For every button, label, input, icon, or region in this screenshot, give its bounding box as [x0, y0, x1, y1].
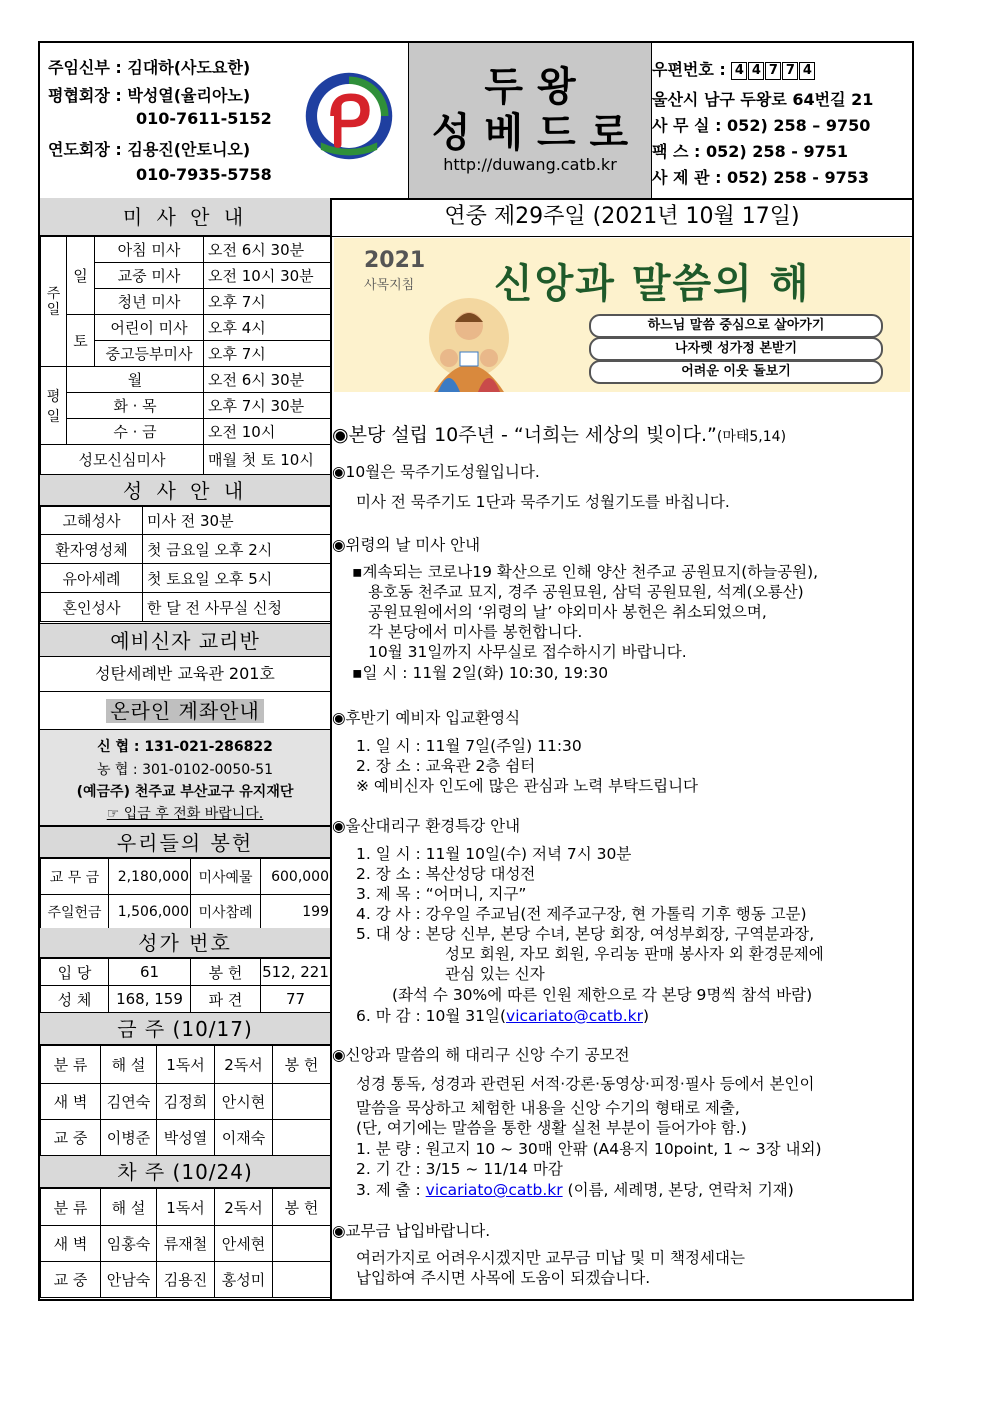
row-label: 교 중 [41, 1120, 101, 1156]
mass-time: 오전 10시 30분 [204, 263, 331, 289]
article-heading: ◉후반기 예비자 입교환영식 [332, 709, 521, 727]
online-account-box [40, 730, 330, 826]
mass-name: 중고등부미사 [95, 341, 204, 367]
sacrament-time: 첫 토요일 오후 5시 [143, 564, 331, 593]
article-text: 말씀을 묵상하고 체험한 내용을 신앙 수기의 형태로 제출, [356, 1099, 740, 1117]
col-header: 봉 헌 [273, 1189, 331, 1226]
article-text [356, 1004, 649, 1026]
catechumen-class: 성탄세례반 교육관 201호 [40, 657, 330, 692]
col-header: 2독서 [215, 1189, 273, 1226]
article-text: 관심 있는 신자 [445, 965, 545, 983]
article-text: (좌석 수 30%에 따른 인원 제한으로 각 본당 9명씩 참석 바람) [392, 986, 813, 1004]
row-label: 새 벽 [41, 1226, 101, 1262]
scripture-ref: (마태5,14) [716, 429, 787, 445]
article-text: ▪계속되는 코로나19 확산으로 인해 양산 천주교 공원묘지(하늘공원), [352, 563, 819, 581]
submit-note: (이름, 세례명, 본당, 연락처 기재) [562, 1181, 794, 1199]
this-week-table [40, 1045, 331, 1156]
offering-value: 2,180,000 [109, 859, 191, 895]
banner-sub: 사목지침 [364, 278, 415, 293]
association-phone: 010-7935-5758 [136, 165, 272, 184]
rectory-phone: 사 제 관 : 052) 258 - 9753 [652, 168, 870, 187]
hymn-number: 512, 221 [261, 959, 331, 986]
article-text: 5. 대 상 : 본당 신부, 본당 수녀, 본당 회장, 여성부회장, 구역분과장, [356, 925, 815, 943]
article-text: 각 본당에서 미사를 봉헌합니다. [368, 623, 583, 641]
col-header: 분 류 [41, 1189, 101, 1226]
header-contacts [652, 43, 914, 198]
offering-label: 미사예물 [191, 859, 261, 895]
banner-pill: 어려운 이웃 돌보기 [589, 360, 883, 384]
reader-name: 김용진 [157, 1262, 215, 1298]
sacrament-name: 환자영성체 [41, 535, 143, 564]
parish-name-line2: 성 베 드 로 [431, 110, 629, 156]
mass-name: 청년 미사 [95, 289, 204, 315]
deadline-close: ) [643, 1007, 650, 1025]
article-text: 1. 분 량 : 원고지 10 ~ 30매 안팎 (A4용지 10point, 1 ~ 3장 내외) [356, 1140, 822, 1158]
offering-title: 우리들의 봉헌 [40, 826, 330, 858]
hymn-title: 성가 번호 [40, 928, 330, 958]
reader-name [273, 1084, 331, 1120]
hymn-number: 77 [261, 986, 331, 1013]
hymn-number: 61 [109, 959, 191, 986]
parish-logo [302, 69, 396, 163]
reader-name: 홍성미 [215, 1262, 273, 1298]
bulletin-frame [38, 41, 914, 1301]
reader-name: 김정희 [157, 1084, 215, 1120]
reader-name: 이병준 [101, 1120, 157, 1156]
reader-name: 이재숙 [215, 1120, 273, 1156]
sunday-label: 주일 [41, 237, 67, 367]
article-text: 10월 31일까지 사무실로 접수하시기 바랍니다. [368, 643, 687, 661]
email-link[interactable]: vicariato@catb.kr [425, 1181, 563, 1199]
special-mass-name: 성모신심미사 [41, 445, 204, 475]
article-text: 3. 제 목 : “어머니, 지구” [356, 885, 527, 903]
special-mass-time: 매월 첫 토 10시 [204, 445, 331, 475]
reader-name: 박성열 [157, 1120, 215, 1156]
email-link[interactable]: vicariato@catb.kr [506, 1007, 643, 1025]
hymn-table [40, 958, 331, 1013]
mass-day: 월 [67, 367, 204, 393]
catechumen-title: 예비신자 교리반 [40, 623, 330, 657]
next-week-title: 차 주 (10/24) [40, 1156, 330, 1188]
day-to: 토 [67, 315, 95, 367]
day-il: 일 [67, 237, 95, 315]
article-text: 미사 전 묵주기도 1단과 묵주기도 성월기도를 바칩니다. [356, 493, 730, 511]
parish-name-line1: 두 왕 [484, 64, 576, 110]
mass-name: 어린이 미사 [95, 315, 204, 341]
pastoral-banner [334, 238, 910, 392]
article-text: 2. 장 소 : 복산성당 대성전 [356, 865, 536, 883]
weekday-label: 평일 [41, 367, 67, 445]
mass-day: 수 · 금 [67, 419, 204, 445]
reader-name [273, 1262, 331, 1298]
holy-family-illustration [394, 298, 544, 392]
hymn-label: 성 체 [41, 986, 109, 1013]
sacrament-name: 고해성사 [41, 507, 143, 535]
row-label: 새 벽 [41, 1084, 101, 1120]
hymn-label: 봉 헌 [191, 959, 261, 986]
hymn-number: 168, 159 [109, 986, 191, 1013]
article-heading: ◉교무금 납입바랍니다. [332, 1222, 491, 1240]
hymn-label: 입 당 [41, 959, 109, 986]
mass-time: 오전 10시 [204, 419, 331, 445]
fax: 팩 스 : 052) 258 - 9751 [652, 142, 849, 161]
article-text: 1. 일 시 : 11월 10일(수) 저녁 7시 30분 [356, 845, 632, 863]
online-title-row [40, 692, 330, 730]
offering-label: 미사참례 [191, 895, 261, 929]
this-week-title: 금 주 (10/17) [40, 1013, 330, 1045]
article-text: 4. 강 사 : 강우일 주교님(전 제주교구장, 현 가톨릭 기후 행동 고문) [356, 905, 807, 923]
account-shinhyup: 신 협 : 131-021-286822 [97, 739, 273, 755]
banner-pill: 하느님 말씀 중심으로 살아가기 [589, 314, 883, 338]
article-text: 성모 회원, 자모 회원, 우리농 판매 봉사자 외 환경문제에 [445, 945, 824, 963]
mass-day: 화 · 목 [67, 393, 204, 419]
article-text: 용호동 천주교 묘지, 경주 공원묘원, 삼덕 공원묘원, 석계(오룡산) [368, 583, 804, 601]
article-text [356, 1178, 794, 1200]
article-anniversary [332, 420, 786, 447]
col-header: 1독서 [157, 1189, 215, 1226]
sacrament-table [40, 506, 331, 622]
mass-schedule-table [40, 236, 331, 475]
reader-name: 류재철 [157, 1226, 215, 1262]
banner-year: 2021 [364, 248, 426, 273]
postcode-digit: 7 [765, 62, 781, 80]
postcode-digit: 4 [748, 62, 764, 80]
reader-name [273, 1120, 331, 1156]
account-holder: (예금주) 천주교 부산교구 유지재단 [76, 784, 294, 800]
sacrament-name: 혼인성사 [41, 593, 143, 622]
sacrament-time: 한 달 전 사무실 신청 [143, 593, 331, 622]
article-heading: ◉신앙과 말씀의 해 대리구 신앙 수기 공모전 [332, 1046, 630, 1064]
mass-time: 오후 7시 [204, 289, 331, 315]
offering-value: 199 [261, 895, 331, 929]
col-header: 1독서 [157, 1046, 215, 1084]
article-heading: ◉위령의 날 미사 안내 [332, 536, 481, 554]
sacrament-time: 첫 금요일 오후 2시 [143, 535, 331, 564]
col-header: 해 설 [101, 1189, 157, 1226]
article-text: 공원묘원에서의 ‘위령의 날’ 야외미사 봉헌은 취소되었으며, [368, 603, 767, 621]
deposit-note: ☞ 입금 후 전화 바랍니다. [106, 806, 264, 822]
council-president: 평협회장 : 박성열(율리아노) [48, 86, 251, 105]
sunday-title: 연중 제29주일 (2021년 10월 17일) [332, 198, 912, 237]
reader-name: 안세현 [215, 1226, 273, 1262]
reader-name: 안남숙 [101, 1262, 157, 1298]
article-text: 성경 통독, 성경과 관련된 서적·강론·동영상·피정·필사 등에서 본인이 [356, 1075, 815, 1093]
col-header: 봉 헌 [273, 1046, 331, 1084]
mass-name: 교중 미사 [95, 263, 204, 289]
offering-label: 교 무 금 [41, 859, 109, 895]
article-text: 2. 기 간 : 3/15 ~ 11/14 마감 [356, 1160, 563, 1178]
parish-url[interactable]: http://duwang.catb.kr [443, 155, 617, 174]
mass-time: 오전 6시 30분 [204, 237, 331, 263]
header [40, 43, 912, 200]
sacrament-time: 미사 전 30분 [143, 507, 331, 535]
office-phone: 사 무 실 : 052) 258 – 9750 [652, 116, 871, 135]
left-column [40, 198, 332, 1299]
article-heading: ◉울산대리구 환경특강 안내 [332, 817, 521, 835]
postcode [652, 57, 816, 80]
article-text: ※ 예비신자 인도에 많은 관심과 노력 부탁드립니다 [356, 777, 699, 795]
mass-time: 오후 7시 30분 [204, 393, 331, 419]
mass-time: 오전 6시 30분 [204, 367, 331, 393]
main-column [332, 198, 912, 1299]
article-text: 2. 장 소 : 교육관 2층 쉼터 [356, 757, 536, 775]
submit-text: 3. 제 출 : [356, 1181, 426, 1199]
hymn-label: 파 견 [191, 986, 261, 1013]
article-heading: ◉본당 설립 10주년 - “너희는 세상의 빛이다.” [332, 424, 717, 446]
banner-pill: 나자렛 성가정 본받기 [589, 337, 883, 361]
article-heading: ◉10월은 묵주기도성월입니다. [332, 463, 540, 481]
reader-name: 안시현 [215, 1084, 273, 1120]
offering-label: 주일헌금 [41, 895, 109, 929]
row-label: 교 중 [41, 1262, 101, 1298]
pastor: 주임신부 : 김대하(사도요한) [48, 58, 251, 77]
article-text: ▪일 시 : 11월 2일(화) 10:30, 19:30 [352, 664, 609, 682]
article-text: 납입하여 주시면 사목에 도움이 되겠습니다. [356, 1269, 651, 1287]
offering-value: 600,000 [261, 859, 331, 895]
banner-slogan: 신앙과 말씀의 해 [494, 260, 811, 307]
reader-name [273, 1226, 331, 1262]
postcode-digit: 4 [799, 62, 815, 80]
postcode-digit: 7 [782, 62, 798, 80]
offering-value: 1,506,000 [109, 895, 191, 929]
council-phone: 010-7611-5152 [136, 109, 272, 128]
account-nonghyup: 농 협 : 301-0102-0050-51 [96, 762, 274, 778]
header-staff [40, 43, 408, 198]
mass-time: 오후 4시 [204, 315, 331, 341]
mass-title: 미 사 안 내 [40, 198, 330, 236]
col-header: 분 류 [41, 1046, 101, 1084]
reader-name: 임홍숙 [101, 1226, 157, 1262]
col-header: 2독서 [215, 1046, 273, 1084]
postcode-digit: 4 [731, 62, 747, 80]
mass-time: 오후 7시 [204, 341, 331, 367]
address: 울산시 남구 두왕로 64번길 21 [652, 90, 874, 109]
col-header: 해 설 [101, 1046, 157, 1084]
reader-name: 김연숙 [101, 1084, 157, 1120]
online-title: 온라인 계좌안내 [106, 699, 264, 723]
article-text: (단, 여기에는 말씀을 통한 생활 실천 부분이 들어가야 함.) [356, 1119, 747, 1137]
next-week-table [40, 1188, 331, 1298]
header-title-box [408, 43, 652, 198]
postcode-label: 우편번호 : [652, 60, 726, 79]
sacrament-name: 유아세례 [41, 564, 143, 593]
association-president: 연도회장 : 김용진(안토니오) [48, 140, 251, 159]
deadline-text: 6. 마 감 : 10월 31일( [356, 1007, 507, 1025]
article-text: 여러가지로 어려우시겠지만 교무금 미납 및 미 책정세대는 [356, 1249, 745, 1267]
offering-table [40, 858, 331, 929]
article-text: 1. 일 시 : 11월 7일(주일) 11:30 [356, 737, 582, 755]
sacrament-title: 성 사 안 내 [40, 474, 330, 506]
mass-name: 아침 미사 [95, 237, 204, 263]
